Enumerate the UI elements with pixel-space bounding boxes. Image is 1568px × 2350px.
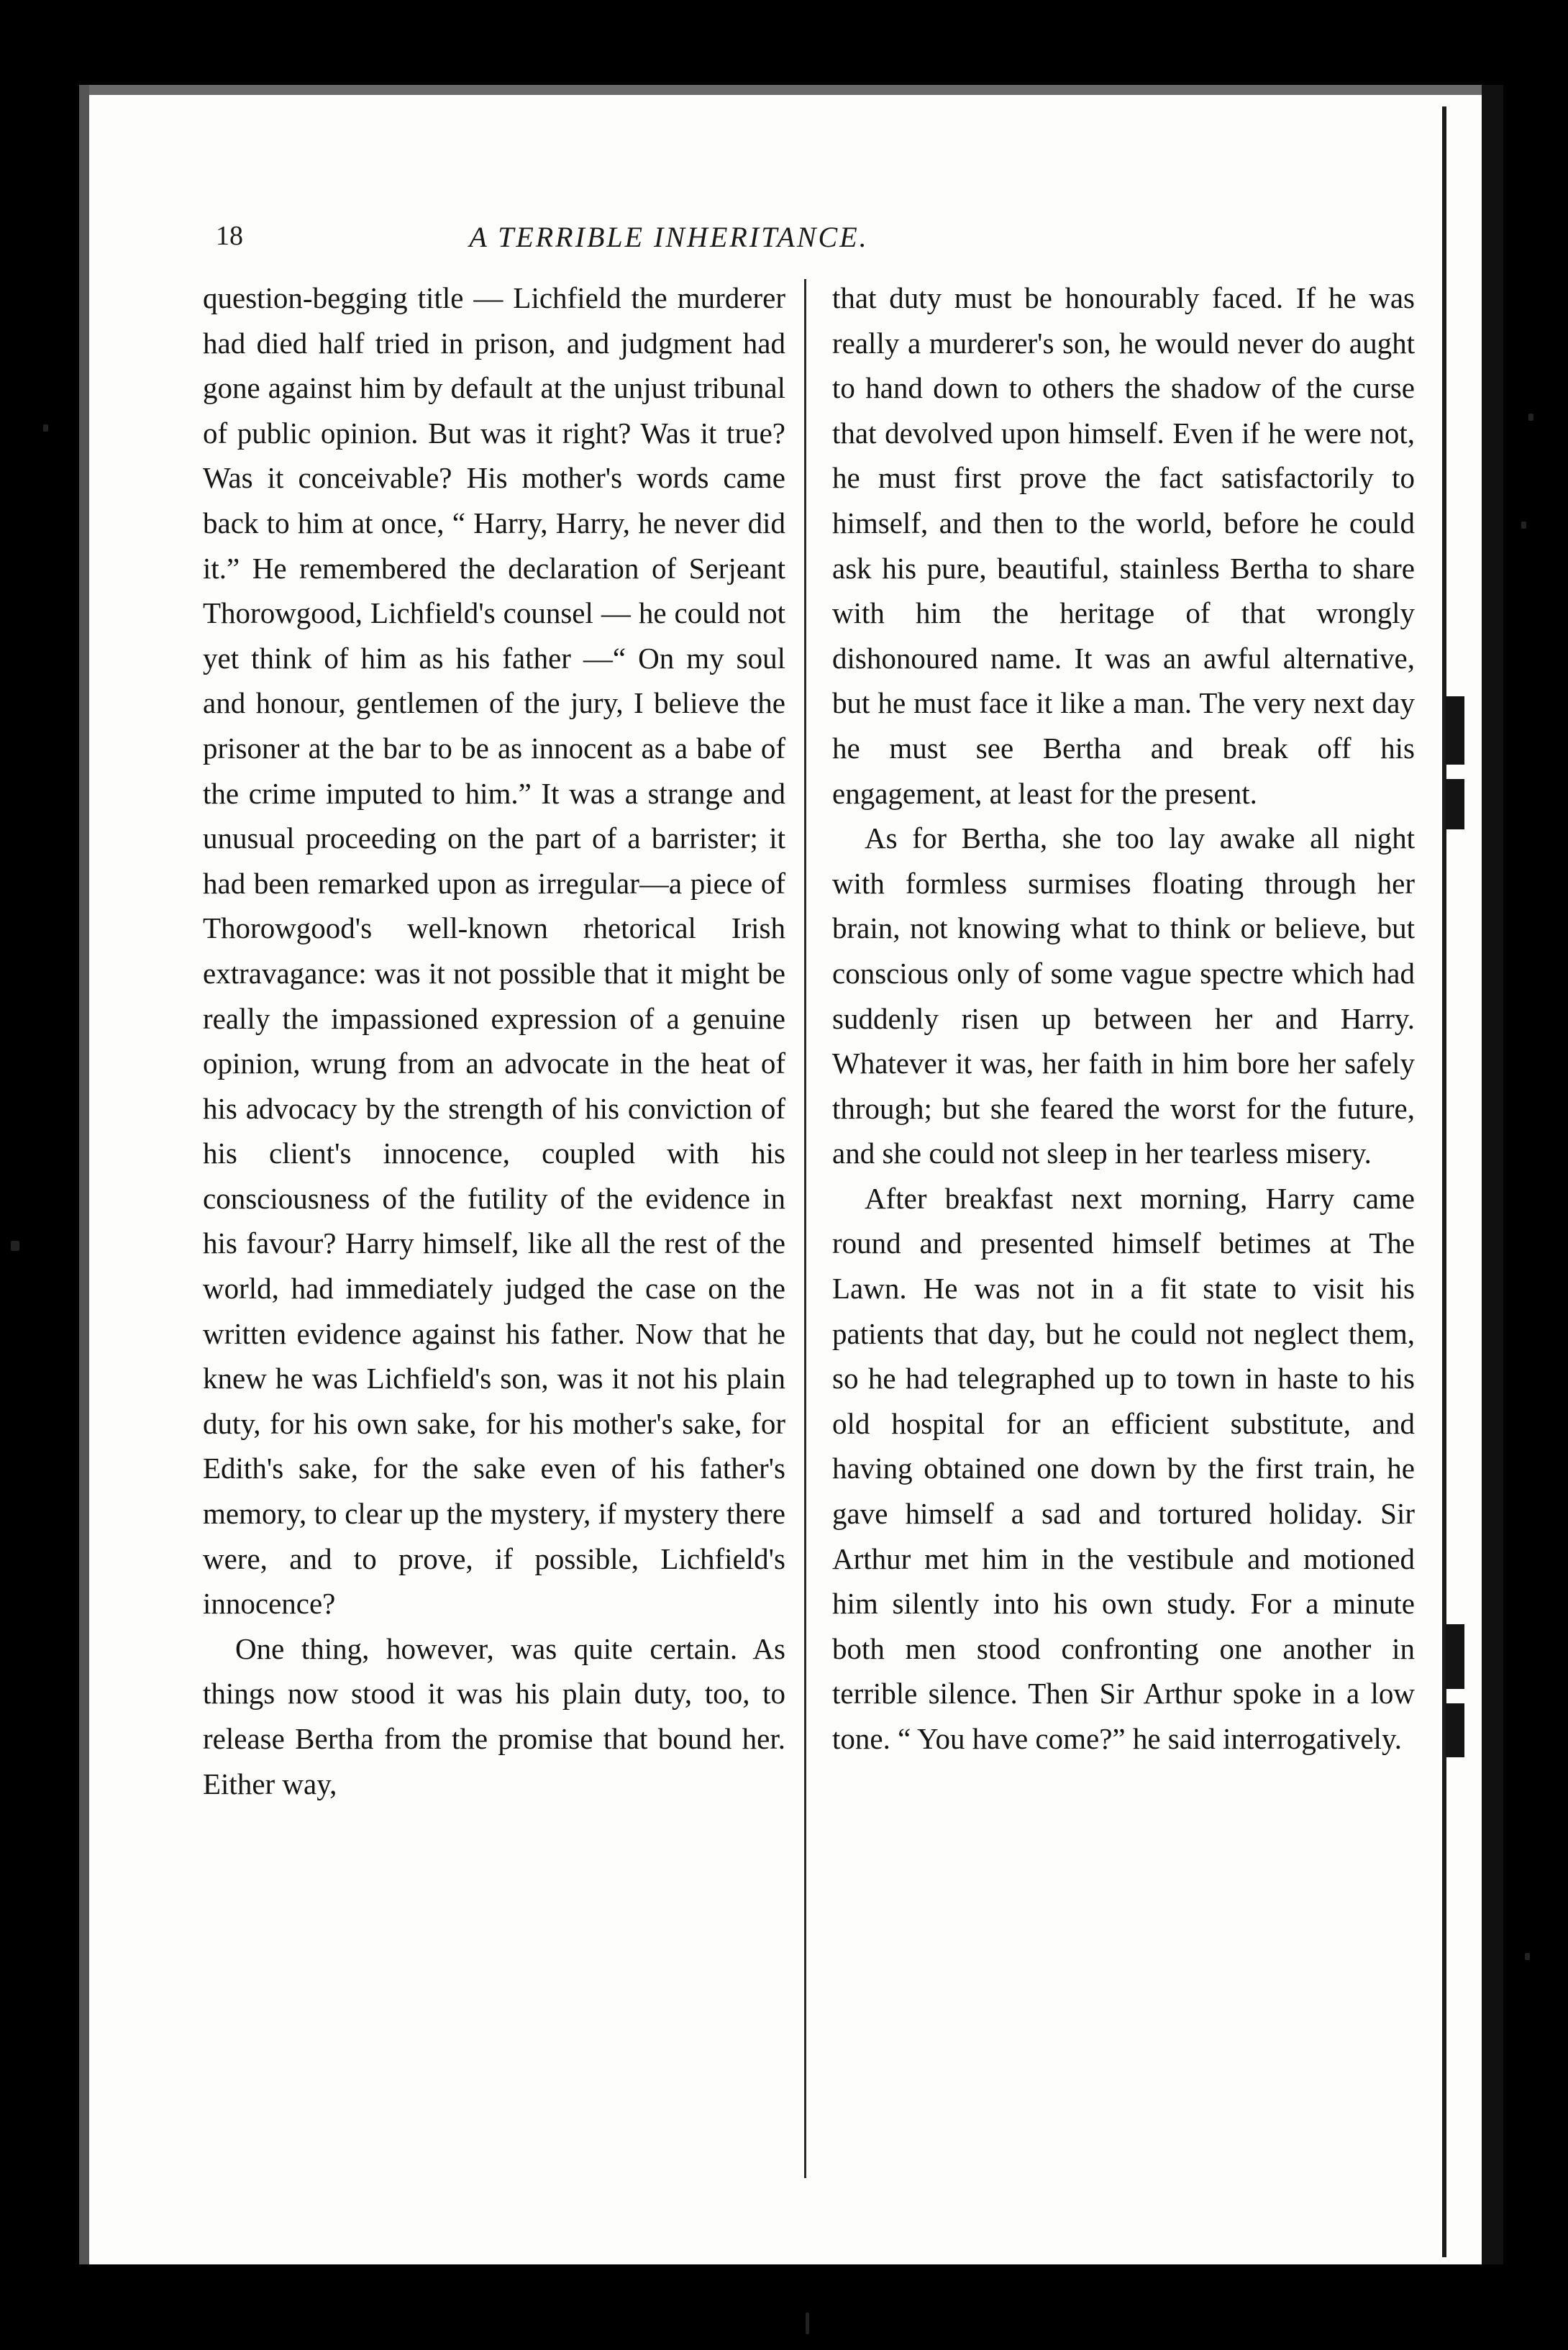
paragraph: As for Bertha, she too lay awake all night with formless surmises floating through her brain, not knowing what to think or believe, but conscious only of some vague spectre which had suddenly risen up between her and Harry. Whatever it was, her faith in him bore her safely through; but she feared the worst for the future, and she could not sleep in her tearless misery. (832, 821, 1415, 1170)
right-text-column (832, 275, 1415, 1762)
running-header (216, 220, 1122, 256)
paragraph: that duty must be honourably faced. If he was really a murderer's son, he would never do aught to hand down to others the shadow of the curse that devolved upon himself. Even if he were not, he must first prove the fact satisfactorily to himself, and then to the world, before he could ask his pure, beautiful, stainless Bertha to share with him the heritage of that wrongly dishonoured name. It was an awful alternative, but he must face it like a man. The very next day he must see Bertha and break off his engagement, at least for the present. (832, 281, 1415, 810)
scan-speck (1528, 414, 1533, 421)
scan-speck (43, 424, 48, 432)
book-page (79, 85, 1503, 2264)
left-text-column (203, 275, 785, 1806)
running-title: A TERRIBLE INHERITANCE. (469, 221, 869, 253)
scan-speck (1525, 1953, 1530, 1960)
column-divider (804, 279, 806, 2178)
binding-mark (1446, 779, 1464, 829)
paragraph: question-begging title — Lichfield the murderer had died half tried in prison, and judgment had gone against him by default at the unjust tribunal of public opinion. But was it right? Was it true? Was it conceivable? His mother's words came back to him at once, “ Harry, Harry, he never did it.” He remembered the declaration of Serjeant Thorowgood, Lichfield's counsel — he could not yet think of him as his father —“ On my soul and honour, gentlemen of the jury, I believe the prisoner at the bar to be as innocent as a babe of the crime imputed to him.” It was a strange and unusual proceeding on the part of a barrister; it had been remarked upon as irregular—a piece of Thorowgood's well-known rhetorical Irish extravagance: was it not possible that it might be really the impassioned expression of a genuine opinion, wrung from an advocate in the heat of his advocacy by the strength of his conviction of his client's innocence, coupled with his consciousness of the futility of the evidence in his favour? Harry himself, like all the rest of the world, had immediately judged the case on the written evidence against his father. Now that he knew he was Lichfield's son, was it not his plain duty, for his own sake, for his mother's sake, for Edith's sake, for the sake even of his father's memory, to clear up the mystery, if mystery there were, and to prove, if possible, Lichfield's innocence? (203, 281, 785, 1621)
scan-speck (1521, 522, 1526, 529)
paragraph: One thing, however, was quite certain. As things now stood it was his plain duty, too, to release Bertha from the promise that bound her. Either way, (203, 1631, 785, 1800)
scan-edge-left (79, 85, 89, 2264)
binding-line (1442, 106, 1446, 2257)
page-number: 18 (216, 221, 243, 251)
binding-mark (1446, 1624, 1464, 1689)
binding-mark (1446, 696, 1464, 765)
scan-speck (11, 1241, 19, 1251)
paragraph: After breakfast next morning, Harry came round and presented himself betimes at The Lawn. He was not in a fit state to visit his patients that day, but he could not neglect them, so he had telegraphed up to town in haste to his old hospital for an efficient substitute, and having obtained one down by the first train, he gave himself a sad and tortured holiday. Sir Arthur met him in the vestibule and motioned him silently into his own study. For a minute both men stood confronting one another in terrible silence. Then Sir Arthur spoke in a low tone. “ You have come?” he said interrogatively. (832, 1181, 1415, 1755)
binding-mark (1446, 1703, 1464, 1757)
scan-speck (806, 2313, 809, 2334)
scan-edge-top (79, 85, 1503, 95)
scan-edge-right (1482, 85, 1503, 2264)
